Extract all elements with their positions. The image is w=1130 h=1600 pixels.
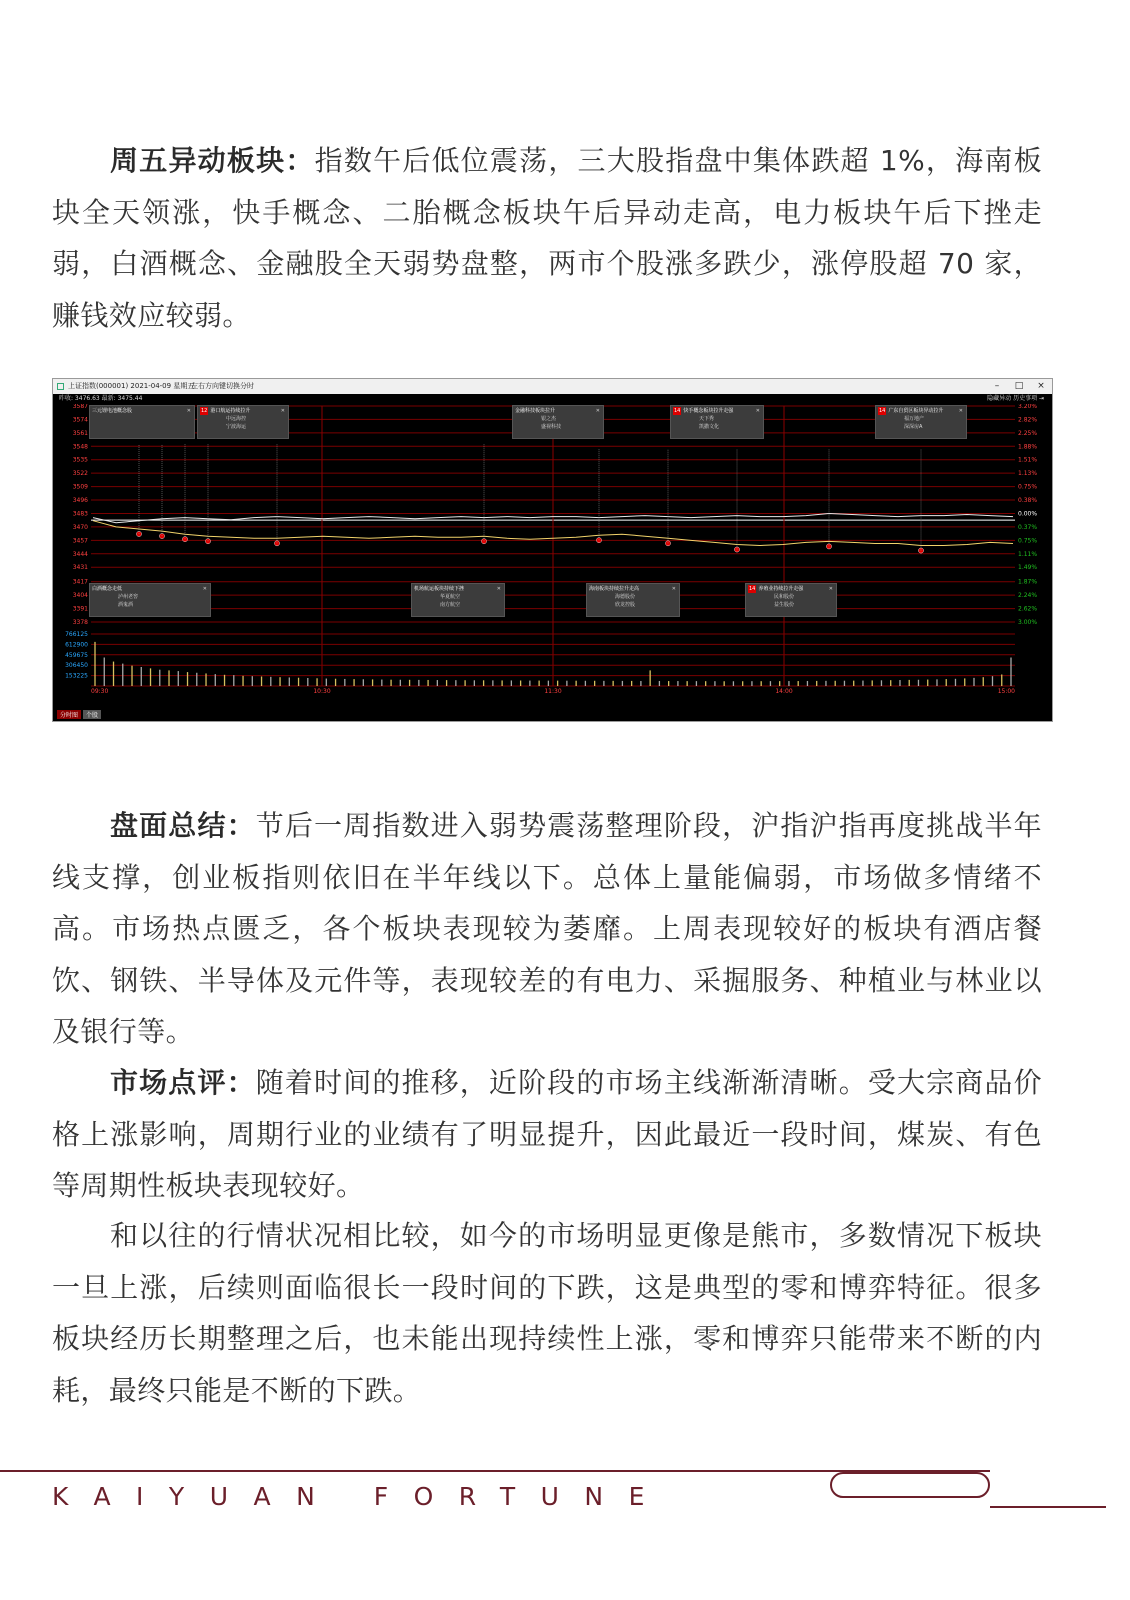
stock-tag [200, 423, 226, 431]
annotation-stock-row [589, 601, 677, 609]
annotation-stock-row [92, 593, 208, 601]
annotation-title [200, 407, 286, 415]
sector-annotation[interactable] [197, 405, 289, 439]
price-tick-label: 3509 [72, 483, 88, 491]
stock-tag [515, 423, 541, 431]
stock-name: 华夏航空 [440, 594, 461, 600]
pct-tick-label: 1.11% [1018, 550, 1038, 558]
annotation-title-text: 快手概念板块拉升走强 [683, 408, 734, 414]
pct-tick-label: 3.20% [1018, 404, 1038, 410]
pct-tick-label: 0.75% [1018, 537, 1038, 545]
event-marker [596, 538, 601, 543]
pct-tick-label: 2.24% [1018, 592, 1038, 600]
annotation-close-icon[interactable]: ✕ [280, 408, 285, 414]
pct-tick-label: 0.75% [1018, 483, 1038, 491]
maximize-button[interactable]: □ [1014, 381, 1024, 391]
pct-tick-label: 0.37% [1018, 523, 1038, 531]
pct-tick-label: 2.82% [1018, 416, 1038, 424]
price-tick-label: 3522 [72, 470, 88, 478]
annotation-close-icon[interactable]: ✕ [958, 408, 963, 414]
annotation-title-text: 养殖业持续拉升走强 [758, 586, 804, 592]
sector-annotation[interactable] [875, 405, 967, 439]
annotation-title [92, 407, 192, 415]
annotation-stock-row [414, 593, 502, 601]
stock-tag [92, 601, 118, 609]
price-tick-label: 3457 [72, 537, 88, 545]
pct-tick-label: 1.51% [1018, 456, 1038, 464]
footer-brand: KAIYUAN FORTUNE [52, 1482, 670, 1511]
chart-window-hint: 左右方向键切换分时 [191, 382, 254, 390]
stock-name: 凯撒文化 [699, 424, 720, 430]
sector-annotation[interactable] [670, 405, 764, 439]
sector-annotation[interactable] [745, 583, 837, 617]
event-marker [665, 541, 670, 546]
price-tick-label: 3496 [72, 497, 88, 505]
quote-summary: 昨收: 3476.63 最新: 3475.44 [59, 395, 143, 402]
annotation-stock-row [748, 593, 834, 601]
stock-name: 酒鬼酒 [118, 602, 134, 608]
event-marker [274, 541, 279, 546]
stock-tag [748, 593, 774, 601]
stock-name: 银之杰 [541, 416, 557, 422]
volume-tick-label: 153225 [65, 672, 88, 680]
stock-tag [878, 423, 904, 431]
stock-tag [673, 415, 699, 423]
annotation-stock-row [200, 423, 286, 431]
volume-tick-label: 306450 [65, 662, 88, 670]
chart-window-title: 上证指数(000001) 2021-04-09 星期五 [68, 382, 195, 390]
price-tick-label: 3470 [72, 523, 88, 531]
paragraph-lead: 市场点评： [110, 1066, 256, 1099]
pct-tick-label: 1.13% [1018, 470, 1038, 478]
paragraph-body: 随着时间的推移，近阶段的市场主线渐渐清晰。受大宗商品价格上涨影响，周期行业的业绩有了明显提升，因此最近一段时间，煤炭、有色等周期性板块表现较好。 [52, 1066, 1042, 1202]
annotation-title-text: 白酒概念走低 [92, 586, 123, 592]
time-tick-label: 14:00 [775, 688, 793, 695]
price-tick-label: 3483 [72, 510, 88, 518]
annotation-stock-row [515, 423, 601, 431]
price-tick-label: 3574 [72, 416, 88, 424]
volume-tick-label: 612900 [65, 641, 88, 649]
intraday-chart [53, 404, 1052, 699]
chart-infobar [53, 394, 1052, 404]
annotation-stock-row [200, 415, 286, 423]
price-tick-label: 3561 [72, 429, 88, 437]
sector-annotation[interactable] [89, 583, 211, 617]
stock-tag [200, 415, 226, 423]
footer-tail-line [990, 1506, 1106, 1508]
stock-tag [878, 415, 904, 423]
price-tick-label: 3535 [72, 456, 88, 464]
paragraph-bear-market [52, 1210, 1042, 1416]
annotation-stock-row [515, 415, 601, 423]
volume-tick-label: 766125 [65, 631, 88, 638]
pct-tick-label: 1.87% [1018, 578, 1038, 586]
stock-tag [92, 593, 118, 601]
annotation-stock-row [673, 415, 761, 423]
sector-annotation[interactable] [586, 583, 680, 617]
time-tick-label: 11:30 [544, 688, 562, 695]
stock-name: 益生股份 [774, 602, 795, 608]
stock-tag [748, 601, 774, 609]
time-tick-label: 10:30 [313, 688, 331, 695]
stock-name: 欣龙控股 [615, 602, 636, 608]
annotation-title [515, 407, 601, 415]
annotation-title-text: 港口航运持续拉升 [210, 408, 251, 414]
stock-tag [673, 423, 699, 431]
annotation-stock-row [589, 593, 677, 601]
price-tick-label: 3391 [72, 605, 88, 613]
tab-intraday[interactable]: 分时图 [57, 710, 81, 719]
annotation-title [673, 407, 761, 415]
paragraph-friday-sectors [52, 135, 1042, 341]
paragraph-body: 指数午后低位震荡，三大股指盘中集体跌超 1%，海南板块全天领涨，快手概念、二胎概念板块午后异动走高，电力板块午后下挫走弱，白酒概念、金融股全天弱势盘整，两市个股涨多跌少，涨停股超 70 家，赚钱效应较弱。 [52, 144, 1042, 332]
tab-stocks[interactable]: 个股 [83, 710, 101, 719]
close-button[interactable]: × [1037, 381, 1045, 391]
annotation-stock-row [673, 423, 761, 431]
pct-tick-label: 1.88% [1018, 443, 1038, 451]
price-tick-label: 3417 [72, 578, 88, 586]
annotation-title-text: 金融科技板块拉升 [515, 408, 556, 414]
price-tick-label: 3587 [72, 404, 88, 410]
pct-tick-label: 0.38% [1018, 497, 1038, 505]
paragraph-body: 节后一周指数进入弱势震荡整理阶段，沪指沪指再度挑战半年线支撑，创业板指则依旧在半年线以下。总体上量能偏弱，市场做多情绪不高。市场热点匮乏，各个板块表现较为萎靡。上周表现较好的板块有酒店餐饮、钢铁、半导体及元件等，表现较差的有电力、采掘服务、种植业与林业以及银行等。 [52, 809, 1042, 1048]
stock-name: 宁波海运 [226, 424, 247, 430]
annotation-badge: 14 [879, 408, 886, 414]
annotation-title [878, 407, 964, 415]
annotation-title-text: 广东自贸区板块异动拉升 [888, 408, 944, 414]
stock-name: 南方航空 [440, 602, 461, 608]
stock-name: 盛视科技 [541, 424, 562, 430]
minimize-button[interactable]: – [994, 381, 1000, 391]
stock-name: 泸州老窖 [118, 594, 139, 600]
annotation-close-icon[interactable]: ✕ [828, 586, 833, 592]
annotation-title-text: 三元锂电池概念股 [92, 408, 133, 414]
price-tick-label: 3444 [72, 550, 88, 558]
annotation-stock-row [878, 423, 964, 431]
annotation-title [414, 585, 502, 593]
annotation-close-icon[interactable]: ✕ [671, 586, 676, 592]
annotation-close-icon[interactable]: ✕ [202, 586, 207, 592]
price-tick-label: 3431 [72, 564, 88, 572]
stock-tag [589, 601, 615, 609]
footer-pill-ornament [830, 1472, 990, 1498]
pct-tick-label: 0.00% [1018, 510, 1038, 518]
time-tick-label: 09:30 [91, 688, 109, 695]
stock-tag [414, 593, 440, 601]
chart-options[interactable]: 隐藏异动 历史事项 ⇥ [987, 395, 1044, 402]
price-tick-label: 3378 [72, 619, 88, 626]
annotation-badge: 14 [749, 586, 756, 592]
sector-annotation[interactable] [411, 583, 505, 617]
paragraph-lead: 盘面总结： [110, 809, 256, 842]
pct-tick-label: 1.49% [1018, 564, 1038, 572]
annotation-title [92, 585, 208, 593]
annotation-title-text: 海南板块持续拉升走高 [589, 586, 640, 592]
stock-name: 海德股份 [615, 594, 636, 600]
sector-annotation[interactable] [89, 405, 195, 439]
app-icon [57, 383, 64, 390]
pct-tick-label: 2.25% [1018, 429, 1038, 437]
stock-name: 民和股份 [774, 594, 795, 600]
price-tick-label: 3548 [72, 443, 88, 451]
annotation-title-text: 机场航运板块持续下挫 [414, 586, 465, 592]
stock-name: 中远海控 [226, 416, 247, 422]
annotation-stock-row [414, 601, 502, 609]
annotation-close-icon[interactable]: ✕ [186, 408, 191, 414]
stock-name: 深深房A [904, 424, 923, 430]
annotation-close-icon[interactable]: ✕ [496, 586, 501, 592]
annotation-stock-row [878, 415, 964, 423]
intraday-chart-window [52, 378, 1053, 722]
volume-tick-label: 459675 [65, 651, 88, 659]
event-marker [826, 544, 831, 549]
annotation-title [748, 585, 834, 593]
time-tick-label: 15:00 [997, 688, 1015, 695]
annotation-stock-row [92, 601, 208, 609]
chart-titlebar [53, 379, 1052, 394]
annotation-badge: 12 [201, 408, 208, 414]
paragraph-lead: 周五异动板块： [110, 144, 315, 177]
annotation-badge: 14 [674, 408, 681, 414]
paragraph-market-comment [52, 1057, 1042, 1212]
stock-name: 福万地产 [904, 416, 925, 422]
price-tick-label: 3404 [72, 592, 88, 600]
stock-tag [515, 415, 541, 423]
stock-name: 天下秀 [699, 416, 715, 422]
chart-tabs [57, 710, 103, 719]
paragraph-market-summary [52, 800, 1042, 1058]
sector-annotation[interactable] [512, 405, 604, 439]
pct-tick-label: 3.00% [1018, 619, 1038, 626]
annotation-title [589, 585, 677, 593]
stock-tag [589, 593, 615, 601]
paragraph-body: 和以往的行情状况相比较，如今的市场明显更像是熊市，多数情况下板块一旦上涨，后续则面临很长一段时间的下跌，这是典型的零和博弈特征。很多板块经历长期整理之后，也未能出现持续性上涨，零和博弈只能带来不断的内耗，最终只能是不断的下跌。 [52, 1219, 1042, 1407]
annotation-close-icon[interactable]: ✕ [595, 408, 600, 414]
annotation-stock-row [748, 601, 834, 609]
pct-tick-label: 2.62% [1018, 605, 1038, 613]
stock-tag [414, 601, 440, 609]
annotation-close-icon[interactable]: ✕ [755, 408, 760, 414]
